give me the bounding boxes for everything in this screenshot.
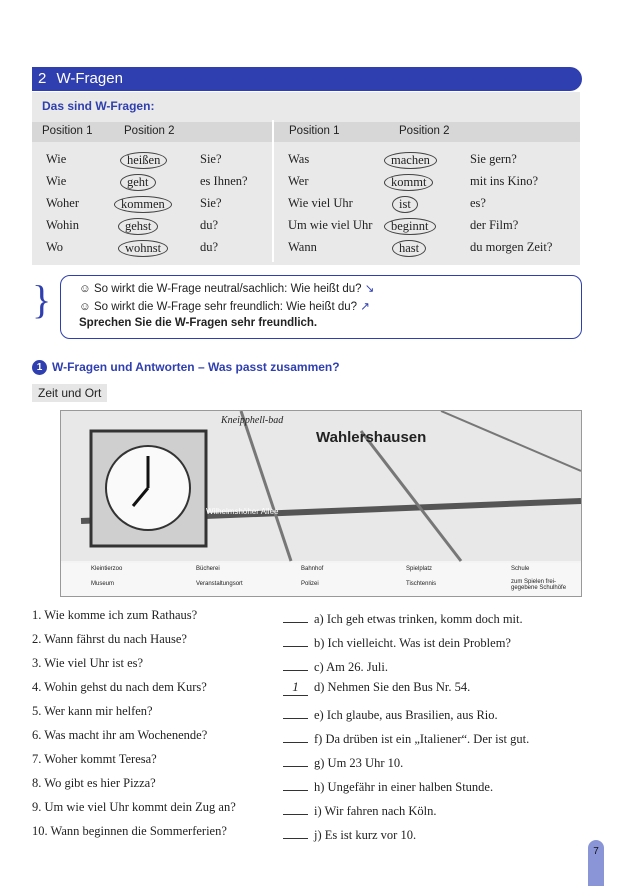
left-verb-1: heißen	[120, 152, 167, 169]
grammar-box	[32, 92, 580, 265]
answer-text-f: f) Da drüben ist ein „Italiener“. Der ist gut.	[314, 732, 530, 746]
grammar-title: Das sind W-Fragen:	[42, 99, 155, 113]
right-verb-4: beginnt	[384, 218, 436, 235]
answer-f	[283, 728, 529, 747]
question-3: 3. Wie viel Uhr ist es?	[32, 656, 144, 670]
answer-blank-g[interactable]	[283, 752, 308, 767]
tip-box	[60, 275, 582, 339]
smiley-icon: ☺	[79, 301, 94, 313]
page-number: 7	[588, 840, 604, 886]
answer-text-i: i) Wir fahren nach Köln.	[314, 804, 437, 818]
question-2: 2. Wann fährst du nach Hause?	[32, 632, 187, 646]
legend-6: Museum	[91, 581, 115, 587]
question-9: 9. Um wie viel Uhr kommt dein Zug an?	[32, 800, 236, 814]
left-w-1: Wie	[46, 152, 67, 166]
map-title: Wahlershausen	[316, 429, 427, 446]
answer-blank-h[interactable]	[283, 776, 308, 791]
pos1-right: Position 1	[289, 125, 340, 137]
right-w-1: Was	[288, 152, 310, 166]
exercise-heading	[32, 360, 340, 375]
left-w-4: Wohin	[46, 218, 80, 232]
legend-3: Bahnhof	[301, 566, 324, 572]
answer-text-b: b) Ich vielleicht. Was ist dein Problem?	[314, 636, 511, 650]
right-verb-3: ist	[392, 196, 418, 213]
answer-b	[283, 632, 511, 651]
answer-text-g: g) Um 23 Uhr 10.	[314, 756, 404, 770]
left-rest-5: du?	[200, 240, 219, 254]
left-rest-3: Sie?	[200, 196, 222, 210]
section-banner	[32, 67, 582, 91]
right-w-3: Wie viel Uhr	[288, 196, 353, 210]
left-verb-3: kommen	[114, 196, 172, 213]
question-10: 10. Wann beginnen die Sommerferien?	[32, 824, 227, 838]
right-w-4: Um wie viel Uhr	[288, 218, 373, 232]
question-4: 4. Wohin gehst du nach dem Kurs?	[32, 680, 207, 694]
map-area-label: Kneipphell-bad	[221, 415, 284, 426]
answer-text-a: a) Ich geh etwas trinken, komm doch mit.	[314, 612, 523, 626]
answer-blank-e[interactable]	[283, 704, 308, 719]
right-verb-1: machen	[384, 152, 437, 169]
right-verb-5: hast	[392, 240, 426, 257]
map-street: Wilhelmshöher Allee	[206, 507, 279, 516]
legend-1: Kleintierzoo	[91, 566, 123, 572]
left-rest-1: Sie?	[200, 152, 222, 166]
answer-text-d: d) Nehmen Sie den Bus Nr. 54.	[314, 680, 471, 694]
question-1: 1. Wie komme ich zum Rathaus?	[32, 608, 198, 622]
brace-icon: }	[32, 277, 52, 322]
legend-5: Schule	[511, 566, 530, 572]
legend-10: zum Spielen frei-gegebene Schulhöfe	[511, 579, 567, 591]
arrow-down-icon: ↘	[364, 283, 375, 295]
tip-friendly	[79, 299, 370, 313]
right-rest-3: es?	[470, 196, 486, 210]
legend-4: Spielplatz	[406, 566, 433, 572]
legend-8: Polizei	[301, 581, 319, 587]
right-rest-4: der Film?	[470, 218, 519, 232]
answer-blank-f[interactable]	[283, 728, 308, 743]
right-verb-2: kommt	[384, 174, 433, 191]
legend-7: Veranstaltungsort	[196, 581, 243, 587]
pos2-right: Position 2	[399, 125, 450, 137]
tip-line-2: So wirkt die W-Frage sehr freundlich: Wie heißt du?	[93, 301, 358, 313]
column-divider	[272, 120, 274, 262]
answer-blank-i[interactable]	[283, 800, 308, 815]
section-title: W-Fragen	[56, 70, 123, 87]
question-8: 8. Wo gibt es hier Pizza?	[32, 776, 156, 790]
answer-blank-d[interactable]: 1	[283, 681, 308, 696]
left-w-2: Wie	[46, 174, 67, 188]
neutral-face-icon: ☺	[79, 283, 94, 295]
pos2-left: Position 2	[124, 125, 175, 137]
answer-h	[283, 776, 493, 795]
exercise-subheading: Zeit und Ort	[32, 384, 107, 402]
tip-neutral	[79, 281, 374, 295]
left-w-3: Woher	[46, 196, 80, 210]
tip-line-3: Sprechen Sie die W-Fragen sehr freundlich.	[79, 317, 318, 329]
right-w-5: Wann	[288, 240, 317, 254]
answer-blank-c[interactable]	[283, 656, 308, 671]
question-7: 7. Woher kommt Teresa?	[32, 752, 157, 766]
legend-9: Tischtennis	[406, 581, 437, 587]
left-verb-2: geht	[120, 174, 156, 191]
answer-e	[283, 704, 498, 723]
question-6: 6. Was macht ihr am Wochenende?	[32, 728, 208, 742]
answer-c	[283, 656, 388, 675]
answer-i	[283, 800, 437, 819]
tip-line-1: So wirkt die W-Frage neutral/sachlich: Wie heißt du?	[93, 283, 362, 295]
exercise-title: W-Fragen und Antworten – Was passt zusammen?	[52, 360, 340, 374]
arrow-up-icon: ↗	[360, 301, 370, 313]
left-w-5: Wo	[46, 240, 64, 254]
city-map	[60, 410, 582, 597]
answer-blank-j[interactable]	[283, 824, 308, 839]
answer-text-e: e) Ich glaube, aus Brasilien, aus Rio.	[314, 708, 498, 722]
legend-2: Bücherei	[196, 566, 220, 572]
left-verb-4: gehst	[118, 218, 158, 235]
question-5: 5. Wer kann mir helfen?	[32, 704, 153, 718]
right-rest-1: Sie gern?	[470, 152, 517, 166]
exercise-number: 1	[32, 360, 47, 375]
right-rest-5: du morgen Zeit?	[470, 240, 553, 254]
right-rest-2: mit ins Kino?	[470, 174, 539, 188]
pos1-left: Position 1	[42, 125, 93, 137]
answer-text-h: h) Ungefähr in einer halben Stunde.	[314, 780, 494, 794]
answer-g	[283, 752, 403, 771]
answer-blank-a[interactable]	[283, 608, 308, 623]
answer-blank-b[interactable]	[283, 632, 308, 647]
answer-j	[283, 824, 416, 843]
left-rest-4: du?	[200, 218, 219, 232]
answer-text-j: j) Es ist kurz vor 10.	[314, 828, 417, 842]
left-verb-5: wohnst	[118, 240, 168, 257]
answer-text-c: c) Am 26. Juli.	[314, 660, 388, 674]
left-rest-2: es Ihnen?	[200, 174, 248, 188]
answer-d	[283, 680, 470, 696]
answer-a	[283, 608, 523, 627]
section-number: 2	[38, 70, 47, 87]
right-w-2: Wer	[288, 174, 309, 188]
